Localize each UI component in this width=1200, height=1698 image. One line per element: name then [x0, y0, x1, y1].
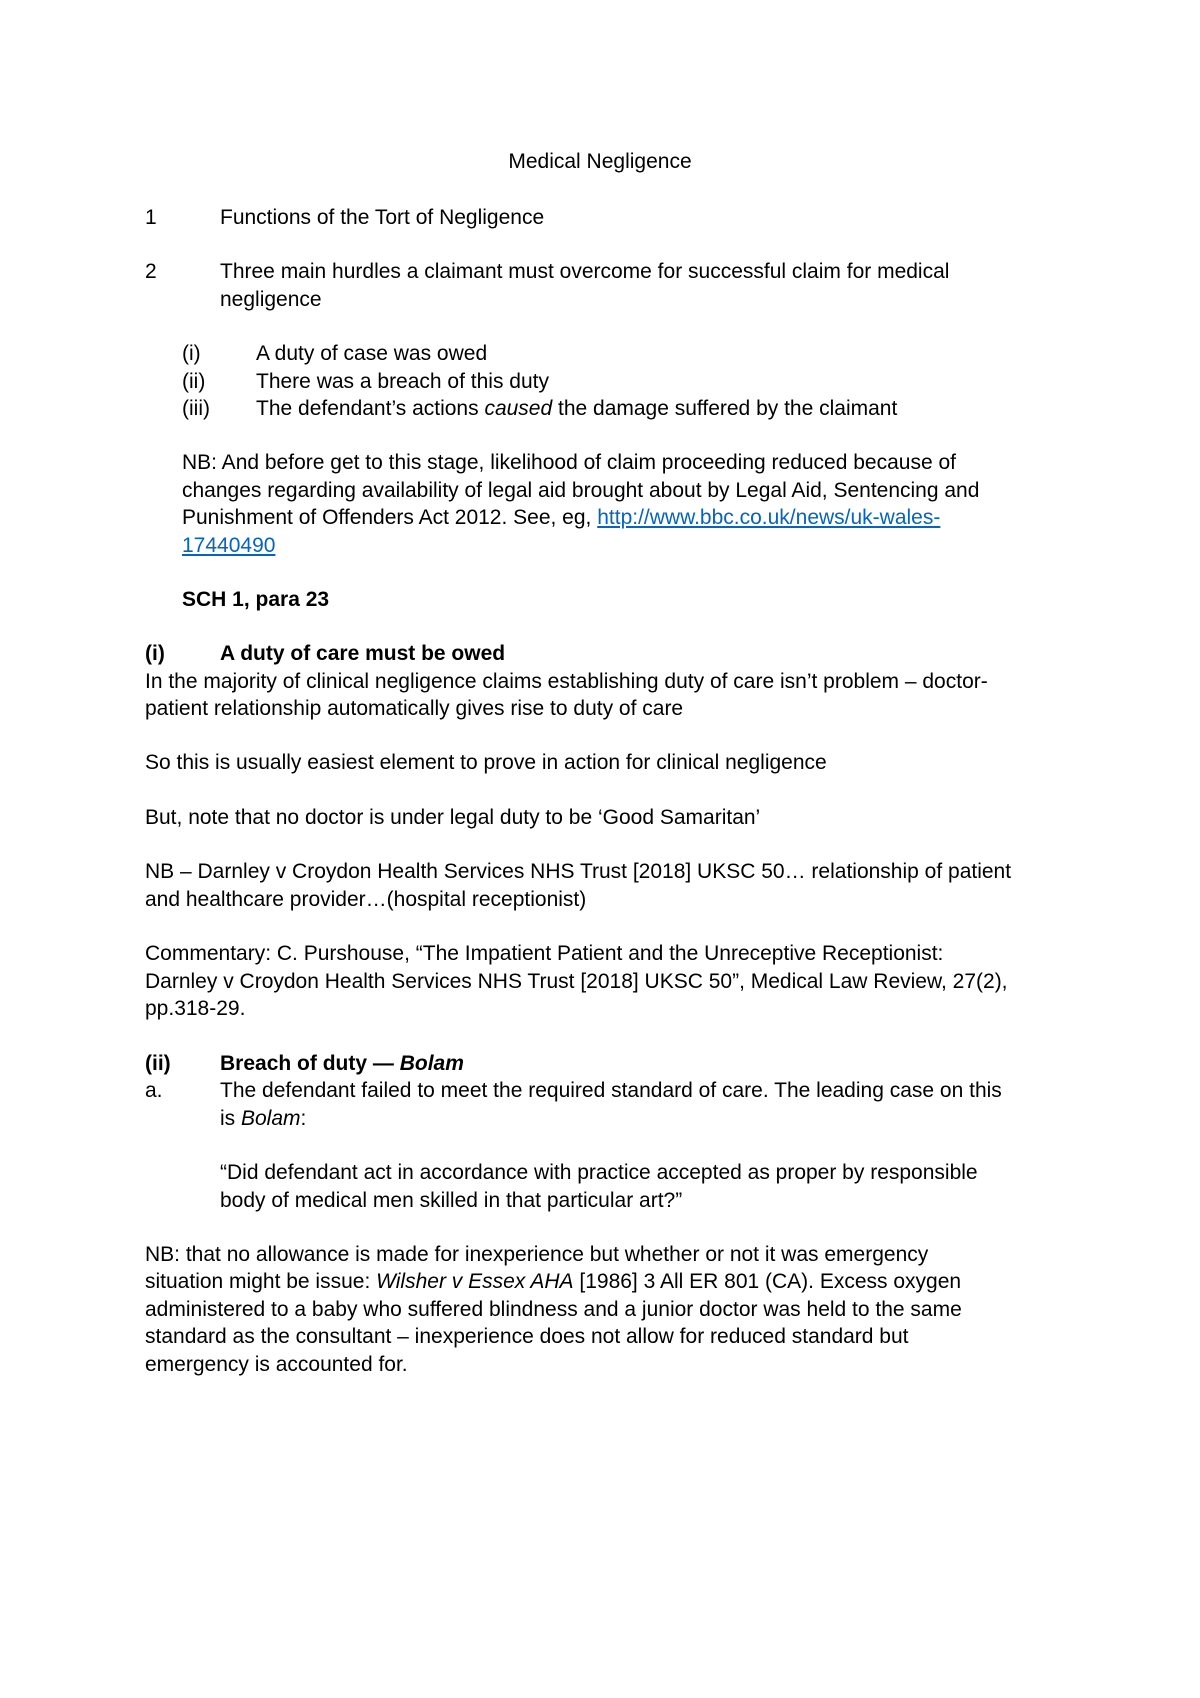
commentary-line-3: pp.318-29.	[145, 997, 246, 1020]
duty-paragraph-2: So this is usually easiest element to prove in action for clinical negligence	[145, 751, 827, 774]
nb-inexperience-line-4: standard as the consultant – inexperience does not allow for reduced standard but	[145, 1325, 909, 1348]
bolam-case-name: Bolam	[241, 1107, 301, 1130]
nb-inexperience-line-5: emergency is accounted for.	[145, 1353, 408, 1376]
duty-heading: A duty of care must be owed	[220, 642, 506, 665]
hurdle-2-text: There was a breach of this duty	[256, 370, 549, 393]
section-2-line-2: negligence	[220, 288, 322, 311]
nb-inexperience-line-3: administered to a baby who suffered blindness and a junior doctor was held to the same	[145, 1298, 962, 1321]
duty-paragraph-3: But, note that no doctor is under legal duty to be ‘Good Samaritan’	[145, 806, 761, 829]
duty-paragraph-1-line-2: patient relationship automatically gives rise to duty of care	[145, 697, 684, 720]
breach-point-a-line-2: is Bolam:	[220, 1107, 307, 1130]
bbc-news-link[interactable]: http://www.bbc.co.uk/news/uk-wales-	[597, 506, 941, 529]
section-1-heading: Functions of the Tort of Negligence	[220, 206, 545, 229]
bbc-news-link-continued[interactable]: 17440490	[182, 534, 276, 557]
commentary-line-1: Commentary: C. Purshouse, “The Impatient Patient and the Unreceptive Receptionist:	[145, 942, 944, 965]
duty-heading-number: (i)	[145, 642, 165, 665]
wilsher-case-name: Wilsher v Essex AHA	[376, 1270, 574, 1293]
breach-heading: Breach of duty — Bolam	[220, 1052, 464, 1075]
emphasis-caused: caused	[484, 397, 553, 420]
hurdle-2-number: (ii)	[182, 370, 206, 393]
nb-inexperience-line-2: situation might be issue: Wilsher v Essex AHA [1986] 3 All ER 801 (CA). Excess oxygen	[145, 1270, 962, 1293]
hurdle-3-number: (iii)	[182, 397, 210, 420]
nb-inexperience-line-1: NB: that no allowance is made for inexperience but whether or not it was emergency	[145, 1243, 929, 1266]
schedule-reference: SCH 1, para 23	[182, 588, 330, 611]
nb-legal-aid-line-1: NB: And before get to this stage, likelihood of claim proceeding reduced because of	[182, 451, 956, 474]
breach-point-a-line-1: The defendant failed to meet the required standard of care. The leading case on this	[220, 1079, 1002, 1102]
bolam-quote-line-1: “Did defendant act in accordance with practice accepted as proper by responsible	[220, 1161, 978, 1184]
bolam-quote-line-2: body of medical men skilled in that particular art?”	[220, 1189, 683, 1212]
hurdle-1-text: A duty of case was owed	[256, 342, 488, 365]
section-1-number: 1	[145, 206, 157, 229]
nb-legal-aid-line-2: changes regarding availability of legal aid brought about by Legal Aid, Sentencing and	[182, 479, 980, 502]
section-2-line-1: Three main hurdles a claimant must overcome for successful claim for medical	[220, 260, 950, 283]
breach-point-a-label: a.	[145, 1079, 163, 1102]
document-title: Medical Negligence	[508, 150, 692, 173]
commentary-line-2: Darnley v Croydon Health Services NHS Trust [2018] UKSC 50”, Medical Law Review, 27(2),	[145, 970, 1008, 993]
hurdle-1-number: (i)	[182, 342, 201, 365]
section-2-number: 2	[145, 260, 157, 283]
breach-heading-number: (ii)	[145, 1052, 171, 1075]
duty-paragraph-1-line-1: In the majority of clinical negligence claims establishing duty of care isn’t problem – doctor-	[145, 670, 988, 693]
duty-paragraph-4-line-1: NB – Darnley v Croydon Health Services NHS Trust [2018] UKSC 50… relationship of patient	[145, 860, 1012, 883]
nb-legal-aid-line-3: Punishment of Offenders Act 2012. See, eg, http://www.bbc.co.uk/news/uk-wales-	[182, 506, 941, 529]
bolam-emphasis: Bolam	[399, 1052, 464, 1075]
hurdle-3-text: The defendant’s actions caused the damage suffered by the claimant	[256, 397, 898, 420]
duty-paragraph-4-line-2: and healthcare provider…(hospital receptionist)	[145, 888, 587, 911]
